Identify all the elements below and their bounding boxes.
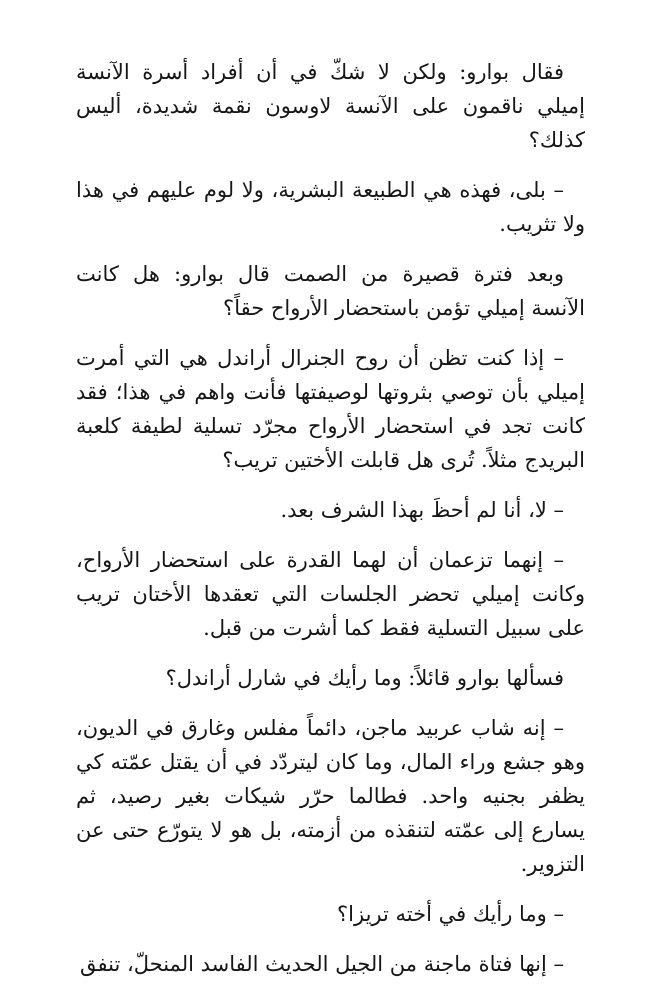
paragraph-1: فقال بوارو: ولكن لا شكّ في أن أفراد أسرة الآنسة إميلي ناقمون على الآنسة لاوسون نقمة شديدة، أليس كذلك؟	[76, 60, 585, 152]
paragraph-8: – إنه شاب عربيد ماجن، دائماً مفلس وغارق في الديون، وهو جشع وراء المال، وما كان ليتردّد في أن يقتل عمّته كي يظفر بجنيه واحد. فطالما حرّر شيكات بغير رصيد، ثم يسارع إلى عمّته لتنقذه من أزمته، بل هو لا يتورّع حتى عن التزوير.	[76, 716, 585, 876]
book-page-text	[76, 55, 585, 997]
paragraph-7: فسألها بوارو قائلاً: وما رأيك في شارل أراندل؟	[165, 666, 564, 690]
paragraph-2: – بلى، فهذه هي الطبيعة البشرية، ولا لوم عليهم في هذا ولا تثريب.	[76, 178, 585, 236]
paragraph-9: – وما رأيك في أخته تريزا؟	[337, 902, 564, 926]
paragraph-10: – إنها فتاة ماجنة من الجيل الحديث الفاسد المنحلّ، تنفق	[79, 952, 564, 976]
paragraph-5: – لا، أنا لم أحظَ بهذا الشرف بعد.	[280, 498, 564, 522]
paragraph-4: – إذا كنت تظن أن روح الجنرال أراندل هي التي أمرت إميلي بأن توصي بثروتها لوصيفتها فأنت واهم في هذا؛ فقد كانت تجد في استحضار الأرواح مجرّد تسلية لطيفة كلعبة البريدج مثلاً. تُرى هل قابلت الأختين تريب؟	[76, 346, 585, 472]
paragraph-6: – إنهما تزعمان أن لهما القدرة على استحضار الأرواح، وكانت إميلي تحضر الجلسات التي تعقدها الأختان تريب على سبيل التسلية فقط كما أشرت من قبل.	[76, 548, 585, 640]
paragraph-3: وبعد فترة قصيرة من الصمت قال بوارو: هل كانت الآنسة إميلي تؤمن باستحضار الأرواح حقاً؟	[76, 262, 585, 320]
